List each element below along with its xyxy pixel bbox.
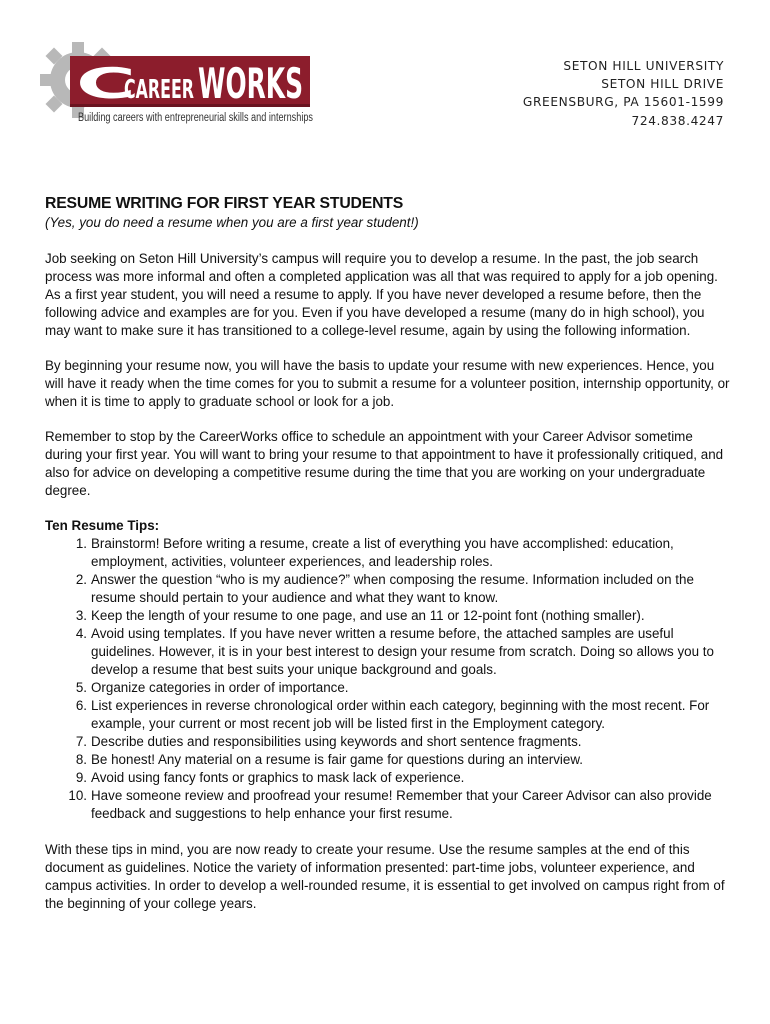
list-item-number: 7. [75,734,87,749]
list-item-text: Have someone review and proofread your resume! Remember that your Career Advisor can also provide feedback and suggestions to help enhance your first resume. [91,788,712,821]
paragraph-intro: Job seeking on Seton Hill University’s campus will require you to develop a resume. In the past, the job search process was more informal and often a completed application was all that was required to apply for a job opening. As a first year student, you will need a resume to apply. If you have never developed a resume before, then the following advice and examples are for you. Even if you have developed a resume (many do in high school), you may want to make sure it has transitioned to a college-level resume, again by using the following information. [45,251,718,338]
paragraph-careerworks-office: Remember to stop by the CareerWorks office to schedule an appointment with your Career Advisor sometime during your first year. You will want to bring your resume to that appointment to have it professionally critiqued, and also for advice on developing a competitive resume during the time that you are working on your undergraduate degree. [45,429,724,498]
list-item [45,679,733,697]
tips-list [45,535,733,823]
paragraph-begin-now: By beginning your resume now, you will have the basis to update your resume with new experiences. Hence, you will have it ready when the time comes for you to submit a resume for a volunteer position, internship opportunity, or when it is time to apply to graduate school or look for a job. [45,358,730,409]
list-item-number: 4. [75,626,87,641]
list-item-text: Keep the length of your resume to one page, and use an 11 or 12-point font (nothing smaller). [91,608,645,623]
gear-logo-icon [38,36,328,132]
list-item-text: List experiences in reverse chronological order within each category, beginning with the most recent. For example, your current or most recent job will be listed first in the Employment category. [91,698,710,731]
address-line-1: SETON HILL UNIVERSITY [563,59,724,73]
list-item [45,625,733,679]
paragraph-closing: With these tips in mind, you are now ready to create your resume. Use the resume samples at the end of this document as guidelines. Notice the variety of information presented: part-time jobs, volunteer experience, and campus activities. In order to develop a well-rounded resume, it is essential to get involved on campus right from of the beginning of your college years. [45,842,725,911]
list-item-number: 5. [75,680,87,695]
list-item [45,787,733,823]
list-item-text: Be honest! Any material on a resume is fair game for questions during an interview. [91,752,583,767]
list-item-number: 9. [75,770,87,785]
careerworks-logo [38,36,328,132]
logo-tagline: Building careers with entrepreneurial skills and internships [78,112,314,124]
list-item-text: Brainstorm! Before writing a resume, create a list of everything you have accomplished: education, employment, activities, volunteer experiences, and leadership roles. [91,536,674,569]
list-item-number: 2. [75,572,87,587]
tips-heading: Ten Resume Tips: [45,518,160,533]
list-item-number: 3. [75,608,87,623]
document-subtitle: (Yes, you do need a resume when you are a first year student!) [45,215,419,230]
document-title: RESUME WRITING FOR FIRST YEAR STUDENTS [45,195,404,212]
list-item [45,571,733,607]
list-item [45,751,733,769]
list-item-number: 6. [75,698,87,713]
university-address [523,57,724,130]
list-item-number: 10. [68,788,87,803]
list-item-text: Avoid using templates. If you have never written a resume before, the attached samples are useful guidelines. However, it is in your best interest to design your resume from scratch. Doing so allows you to develop a resume that best suits your unique background and goals. [91,626,714,677]
list-item-number: 8. [75,752,87,767]
brand-career: CAREER [124,75,194,105]
list-item-text: Avoid using fancy fonts or graphics to mask lack of experience. [91,770,465,785]
list-item [45,607,733,625]
list-item-text: Describe duties and responsibilities using keywords and short sentence fragments. [91,734,582,749]
address-phone: 724.838.4247 [631,113,724,128]
document-body [45,194,733,930]
brand-works: WORKS [198,59,303,108]
brand-initial-c: C [76,59,136,108]
address-line-3: GREENSBURG, PA 15601-1599 [522,95,724,110]
list-item-number: 1. [75,536,87,551]
list-item [45,733,733,751]
list-item [45,535,733,571]
list-item-text: Answer the question “who is my audience?” when composing the resume. Information included on the resume should pertain to your audience and what they want to know. [91,572,694,605]
list-item [45,697,733,733]
address-line-2: SETON HILL DRIVE [601,77,724,92]
list-item-text: Organize categories in order of importance. [91,680,349,695]
list-item [45,769,733,787]
